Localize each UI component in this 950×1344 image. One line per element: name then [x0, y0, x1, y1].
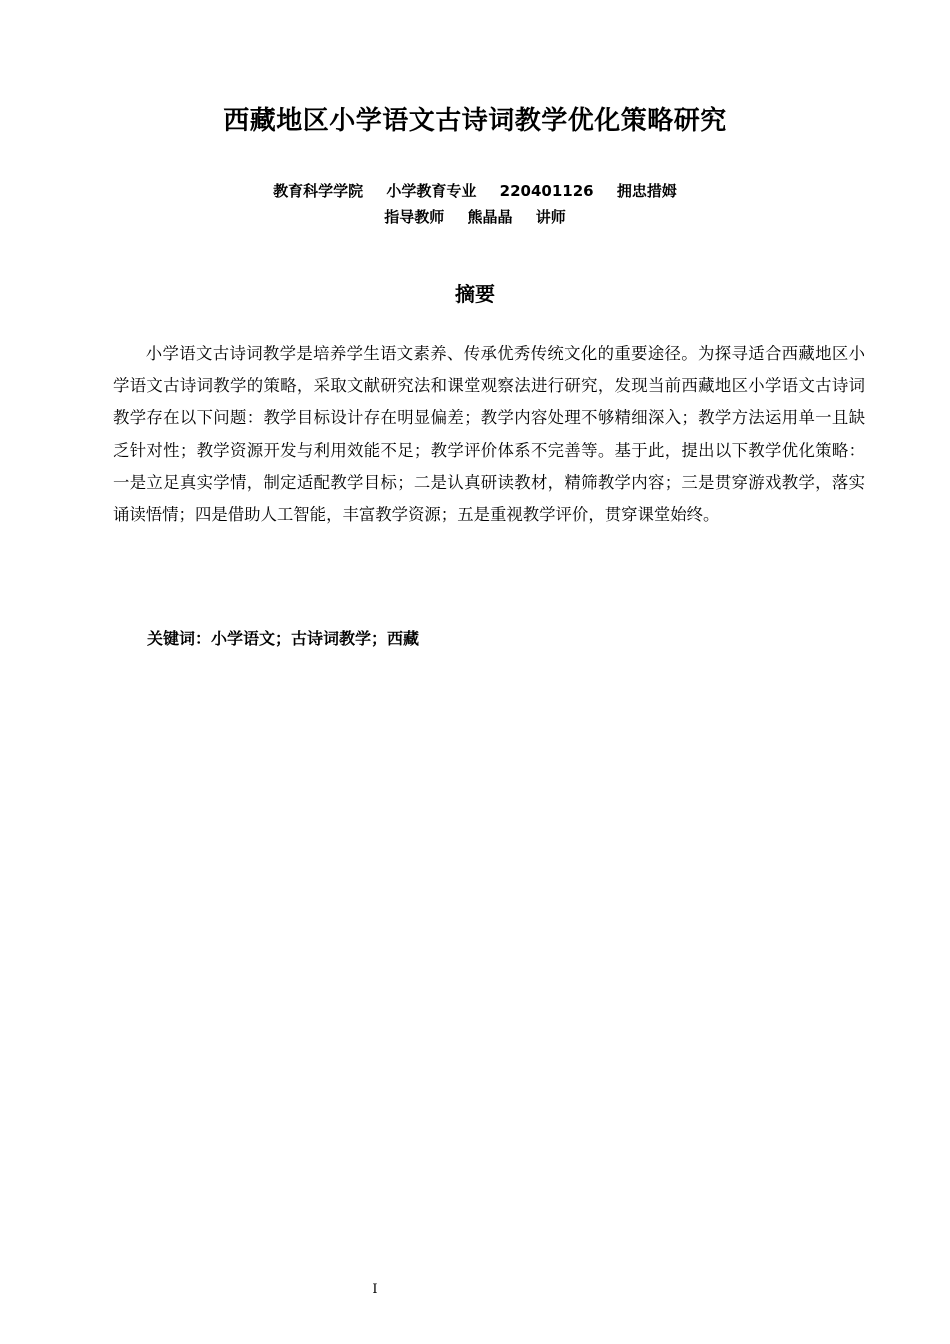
college-name: 教育科学学院: [273, 182, 364, 200]
advisor-label: 指导教师: [384, 208, 445, 226]
abstract-paragraph: 小学语文古诗词教学是培养学生语文素养、传承优秀传统文化的重要途径。为探寻适合西藏地区小学语文古诗词教学的策略，采取文献研究法和课堂观察法进行研究，发现当前西藏地区小学语文古诗词教学存在以下问题：教学目标设计存在明显偏差；教学内容处理不够精细深入；教学方法运用单一且缺乏针对性；教学资源开发与利用效能不足；教学评价体系不完善等。基于此，提出以下教学优化策略：一是立足真实学情，制定适配教学目标；二是认真研读教材，精筛教学内容；三是贯穿游戏教学，落实诵读悟情；四是借助人工智能，丰富教学资源；五是重视教学评价，贯穿课堂始终。: [113, 344, 865, 525]
keywords: 关键词：小学语文；古诗词教学；西藏: [147, 629, 420, 648]
abstract-heading: 摘要: [455, 282, 495, 306]
page-number: I: [372, 1282, 378, 1297]
author-info-line: [0, 180, 950, 201]
student-id: 220401126: [499, 182, 594, 200]
advisor-name: 熊晶晶: [467, 208, 513, 226]
advisor-info-line: [0, 206, 950, 227]
student-name: 拥忠措姆: [616, 182, 677, 200]
paper-title: 西藏地区小学语文古诗词教学优化策略研究: [223, 106, 727, 136]
advisor-title: 讲师: [535, 208, 566, 226]
major-name: 小学教育专业: [386, 182, 477, 200]
